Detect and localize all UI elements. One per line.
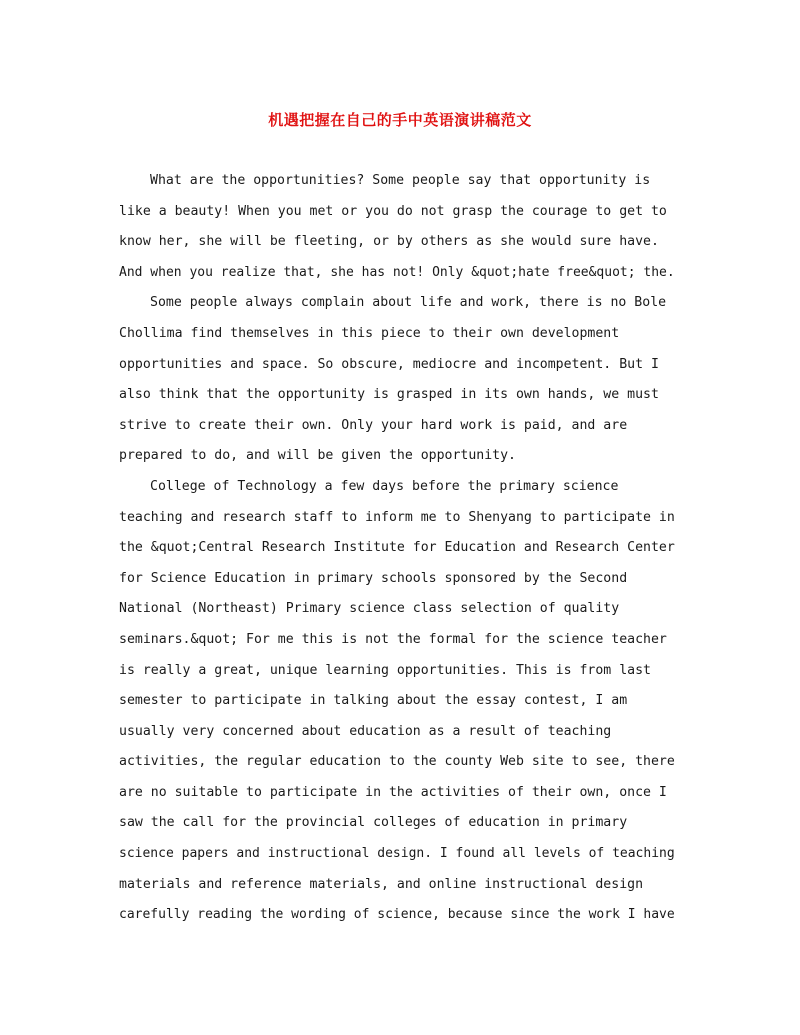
text-line: opportunities and space. So obscure, mediocre and incompetent. But I [119, 356, 659, 372]
text-line: materials and reference materials, and online instructional design [119, 876, 644, 892]
text-line: seminars.&quot; For me this is not the formal for the science teacher [119, 631, 667, 647]
text-line: saw the call for the provincial colleges of education in primary [119, 815, 628, 831]
text-line: National (Northeast) Primary science class selection of quality [119, 601, 620, 617]
text-line: carefully reading the wording of science, because since the work I have [119, 907, 675, 923]
text-line: strive to create their own. Only your hard work is paid, and are [119, 417, 628, 433]
text-line: prepared to do, and will be given the opportunity. [119, 448, 516, 464]
text-line: are no suitable to participate in the activities of their own, once I [119, 784, 667, 800]
text-line: semester to participate in talking about the essay contest, I am [119, 693, 628, 709]
document-body [119, 166, 681, 931]
text-line: science papers and instructional design. I found all levels of teaching [119, 846, 675, 862]
text-line: And when you realize that, she has not! Only &quot;hate free&quot; the. [119, 264, 675, 280]
text-line: College of Technology a few days before the primary science [150, 478, 619, 494]
text-line: know her, she will be fleeting, or by others as she would sure have. [119, 234, 659, 250]
text-line: Chollima find themselves in this piece to their own development [119, 325, 620, 341]
text-line: usually very concerned about education as a result of teaching [119, 723, 612, 739]
text-line: for Science Education in primary schools sponsored by the Second [119, 570, 628, 586]
text-line: Some people always complain about life and work, there is no Bole [150, 295, 667, 311]
document-title: 机遇把握在自己的手中英语演讲稿范文 [268, 111, 532, 129]
text-line: teaching and research staff to inform me to Shenyang to participate in [119, 509, 675, 525]
text-line: What are the opportunities? Some people say that opportunity is [150, 173, 651, 188]
text-line: also think that the opportunity is grasped in its own hands, we must [119, 387, 659, 403]
text-line: activities, the regular education to the county Web site to see, there [119, 754, 675, 770]
text-line: is really a great, unique learning opportunities. This is from last [119, 662, 651, 678]
text-line: like a beauty! When you met or you do not grasp the courage to get to [119, 203, 667, 219]
text-line: the &quot;Central Research Institute for Education and Research Center [119, 540, 675, 556]
